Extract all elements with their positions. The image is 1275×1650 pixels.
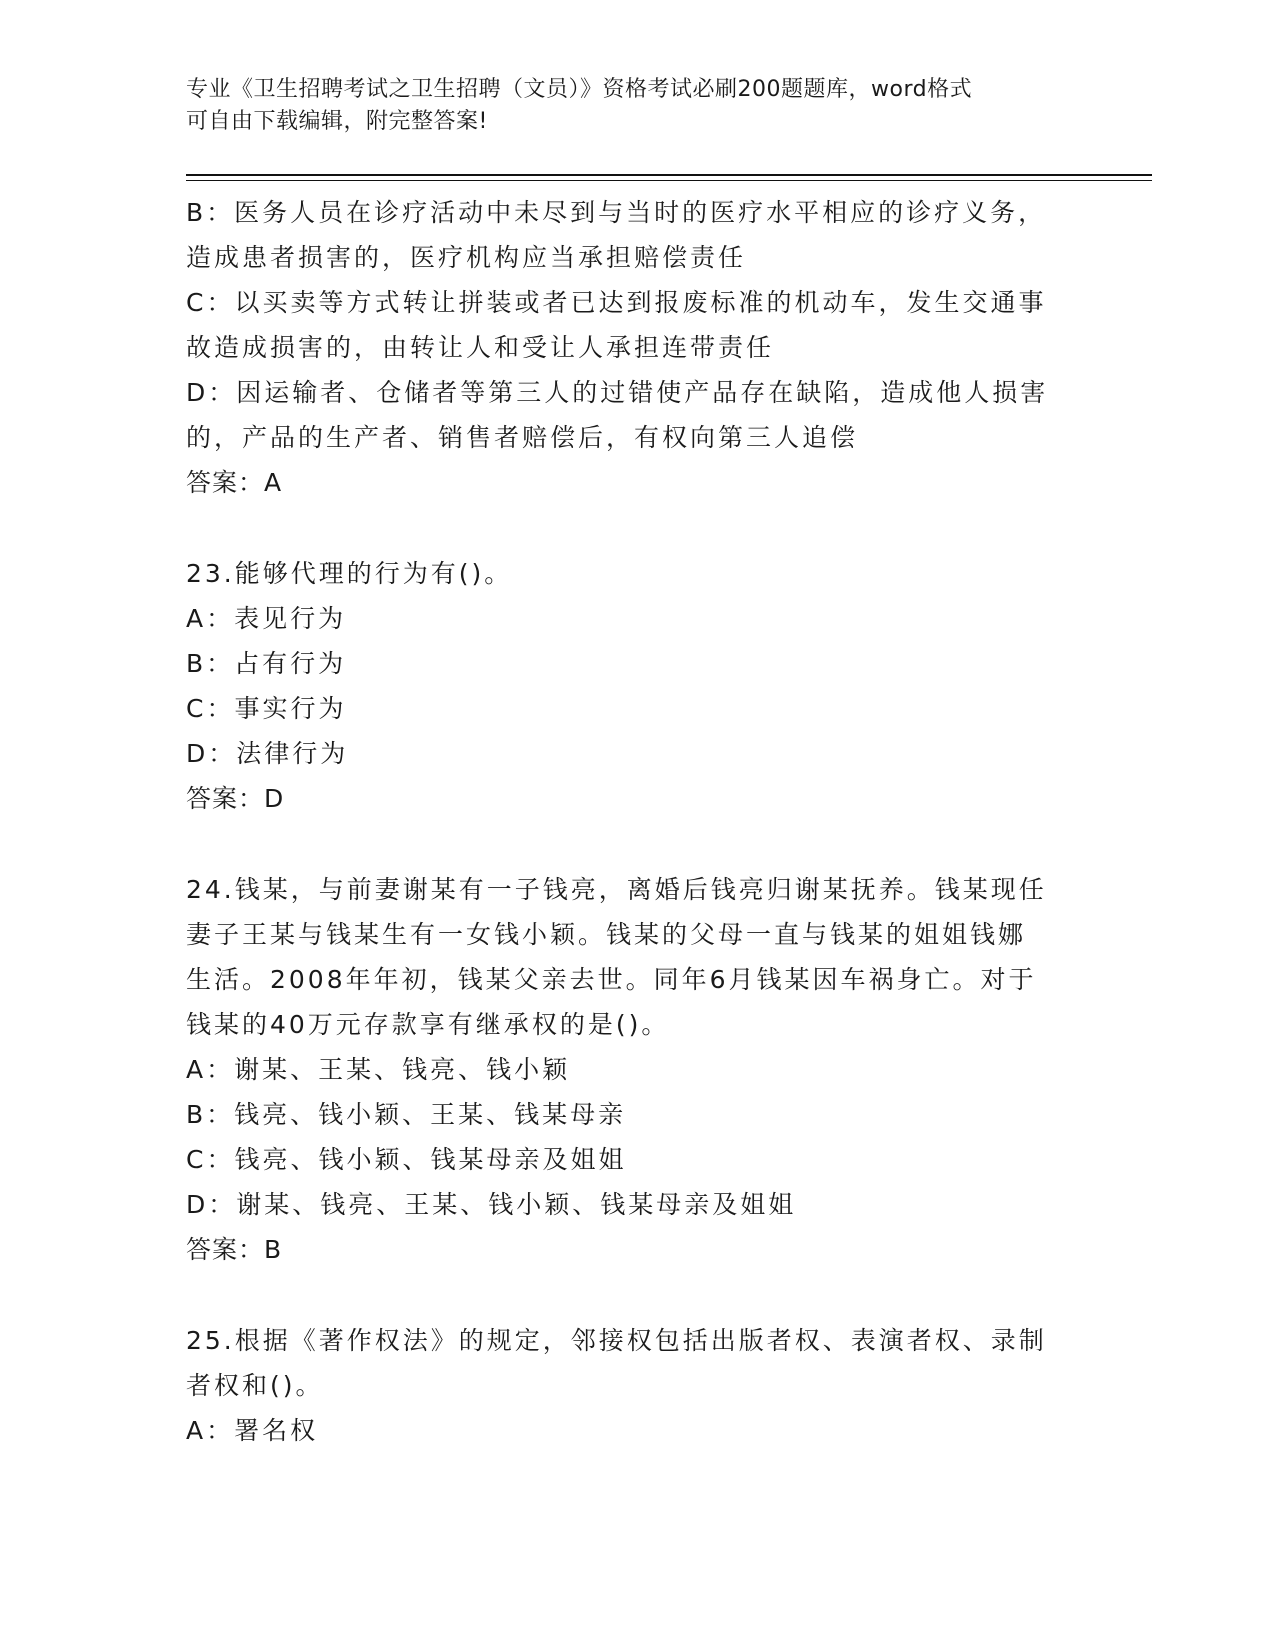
q23-option-c: C：事实行为 bbox=[186, 694, 347, 723]
q24-stem-line-3: 生活。2008年年初，钱某父亲去世。同年6月钱某因车祸身亡。对于 bbox=[186, 965, 1037, 994]
q24-option-c: C：钱亮、钱小颖、钱某母亲及姐姐 bbox=[186, 1145, 627, 1174]
q22-answer: 答案：A bbox=[186, 468, 283, 497]
question-22 bbox=[186, 190, 1066, 505]
q24-stem-line-2: 妻子王某与钱某生有一女钱小颖。钱某的父母一直与钱某的姐姐钱娜 bbox=[186, 920, 1027, 949]
document-header bbox=[186, 74, 1086, 138]
q22-option-c-line-2: 故造成损害的，由转让人和受让人承担连带责任 bbox=[186, 333, 775, 362]
q22-option-d-line-1: D：因运输者、仓储者等第三人的过错使产品存在缺陷，造成他人损害 bbox=[186, 378, 1049, 407]
q23-option-a: A：表见行为 bbox=[186, 604, 347, 633]
spacer bbox=[186, 505, 1066, 551]
header-line-1: 专业《卫生招聘考试之卫生招聘（文员）》资格考试必刷200题题库，word格式 bbox=[186, 77, 973, 102]
q25-option-a: A：署名权 bbox=[186, 1416, 319, 1445]
question-content bbox=[186, 190, 1066, 1453]
q23-option-d: D：法律行为 bbox=[186, 739, 349, 768]
q22-option-b-line-1: B：医务人员在诊疗活动中未尽到与当时的医疗水平相应的诊疗义务， bbox=[186, 198, 1047, 227]
q22-option-d-line-2: 的，产品的生产者、销售者赔偿后，有权向第三人追偿 bbox=[186, 423, 859, 452]
spacer bbox=[186, 821, 1066, 867]
spacer bbox=[186, 1272, 1066, 1318]
q24-stem-line-4: 钱某的40万元存款享有继承权的是()。 bbox=[186, 1010, 670, 1039]
q24-answer: 答案：B bbox=[186, 1235, 283, 1264]
header-divider-thick bbox=[186, 174, 1152, 176]
question-25 bbox=[186, 1318, 1066, 1453]
q24-stem-line-1: 24.钱某，与前妻谢某有一子钱亮，离婚后钱亮归谢某抚养。钱某现任 bbox=[186, 875, 1047, 904]
q23-answer: 答案：D bbox=[186, 784, 285, 813]
q23-option-b: B：占有行为 bbox=[186, 649, 347, 678]
q24-option-b: B：钱亮、钱小颖、王某、钱某母亲 bbox=[186, 1100, 627, 1129]
q24-option-a: A：谢某、王某、钱亮、钱小颖 bbox=[186, 1055, 571, 1084]
q22-option-c-line-1: C：以买卖等方式转让拼装或者已达到报废标准的机动车，发生交通事 bbox=[186, 288, 1047, 317]
q25-stem-line-2: 者权和()。 bbox=[186, 1371, 324, 1400]
header-line-2: 可自由下载编辑，附完整答案! bbox=[186, 109, 488, 134]
question-23 bbox=[186, 551, 1066, 821]
question-24 bbox=[186, 867, 1066, 1272]
q22-option-b-line-2: 造成患者损害的，医疗机构应当承担赔偿责任 bbox=[186, 243, 747, 272]
q24-option-d: D：谢某、钱亮、王某、钱小颖、钱某母亲及姐姐 bbox=[186, 1190, 797, 1219]
header-divider-thin bbox=[186, 180, 1152, 181]
q25-stem-line-1: 25.根据《著作权法》的规定，邻接权包括出版者权、表演者权、录制 bbox=[186, 1326, 1047, 1355]
q23-stem: 23.能够代理的行为有()。 bbox=[186, 559, 513, 588]
